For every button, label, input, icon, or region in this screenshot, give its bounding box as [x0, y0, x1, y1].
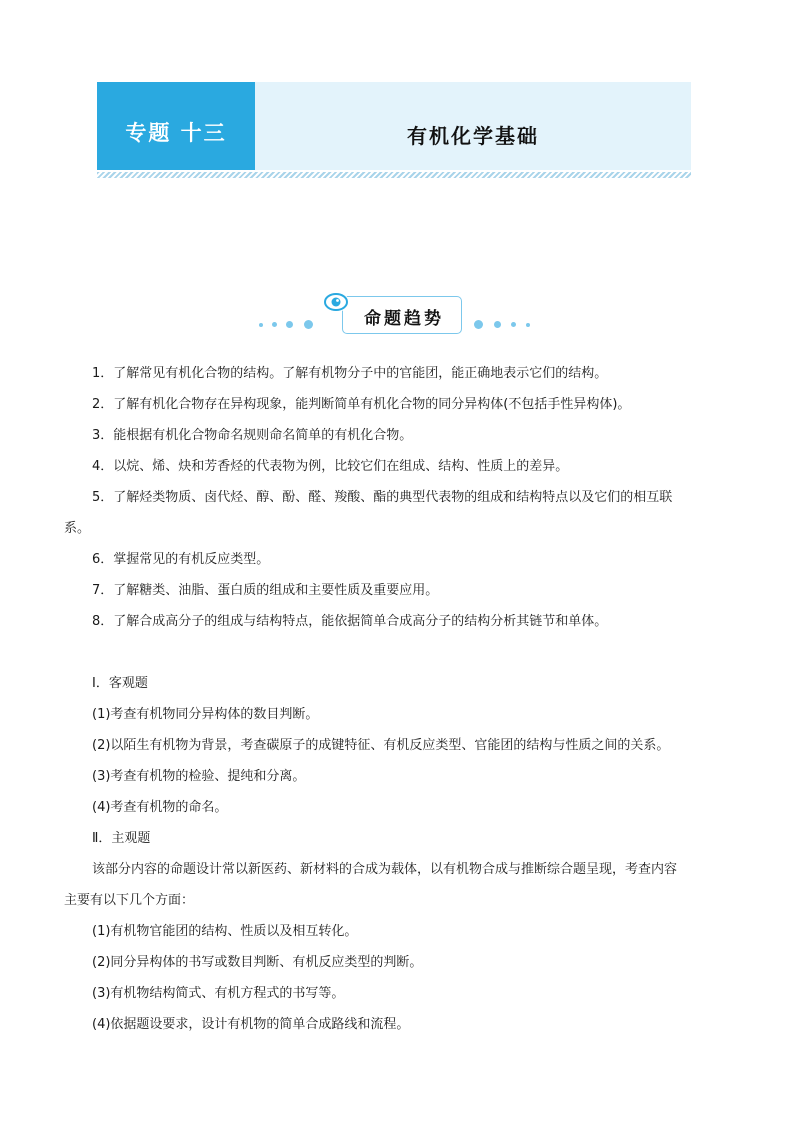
objective-item: 4．以烷、烯、炔和芳香烃的代表物为例，比较它们在组成、结构、性质上的差异。 — [92, 459, 569, 474]
decor-dot — [286, 321, 293, 328]
objective-item: 8．了解合成高分子的组成与结构特点，能依据简单合成高分子的结构分析其链节和单体。 — [92, 614, 608, 629]
section-title: 命题趋势 — [364, 309, 444, 329]
part2-item: (1)有机物官能团的结构、性质以及相互转化。 — [92, 924, 358, 939]
part2-item: (3)有机物结构简式、有机方程式的书写等。 — [92, 986, 345, 1001]
part1-item: (2)以陌生有机物为背景，考查碳原子的成键特征、有机反应类型、官能团的结构与性质之间的关系。 — [92, 738, 670, 753]
decor-dot — [259, 323, 263, 327]
part2-intro-continued: 主要有以下几个方面： — [64, 893, 195, 908]
objective-item: 5．了解烃类物质、卤代烃、醇、酚、醛、羧酸、酯的典型代表物的组成和结构特点以及它们的相互联 — [92, 490, 673, 505]
objective-item: 1．了解常见有机化合物的结构。了解有机物分子中的官能团，能正确地表示它们的结构。 — [92, 366, 608, 381]
decor-dot — [526, 323, 530, 327]
document-body — [64, 358, 728, 1040]
part1-heading: Ⅰ．客观题 — [92, 676, 148, 691]
eye-icon — [323, 292, 349, 312]
objective-item: 3．能根据有机化合物命名规则命名简单的有机化合物。 — [92, 428, 413, 443]
decor-dot — [511, 322, 516, 327]
part2-intro: 该部分内容的命题设计常以新医药、新材料的合成为载体，以有机物合成与推断综合题呈现，考查内容 — [92, 862, 678, 877]
decor-dot — [494, 321, 501, 328]
part1-item: (4)考查有机物的命名。 — [92, 800, 228, 815]
part2-heading: Ⅱ．主观题 — [92, 831, 151, 846]
part1-item: (1)考查有机物同分异构体的数目判断。 — [92, 707, 319, 722]
topic-label: 专题 十三 — [97, 82, 255, 170]
section-heading — [255, 290, 535, 340]
decor-dot — [474, 320, 483, 329]
part2-item: (4)依据题设要求，设计有机物的简单合成路线和流程。 — [92, 1017, 410, 1032]
spacer — [64, 637, 728, 668]
objective-item: 7．了解糖类、油脂、蛋白质的组成和主要性质及重要应用。 — [92, 583, 439, 598]
part2-item: (2)同分异构体的书写或数目判断、有机反应类型的判断。 — [92, 955, 423, 970]
banner-divider — [97, 172, 691, 178]
objective-item-continued: 系。 — [64, 521, 91, 536]
topic-banner — [97, 82, 691, 170]
objective-item: 2．了解有机化合物存在异构现象，能判断简单有机化合物的同分异构体(不包括手性异构体)。 — [92, 397, 631, 412]
part1-item: (3)考查有机物的检验、提纯和分离。 — [92, 769, 306, 784]
topic-title: 有机化学基础 — [407, 123, 539, 148]
objective-item: 6．掌握常见的有机反应类型。 — [92, 552, 270, 567]
decor-dot — [304, 320, 313, 329]
decor-dot — [272, 322, 277, 327]
